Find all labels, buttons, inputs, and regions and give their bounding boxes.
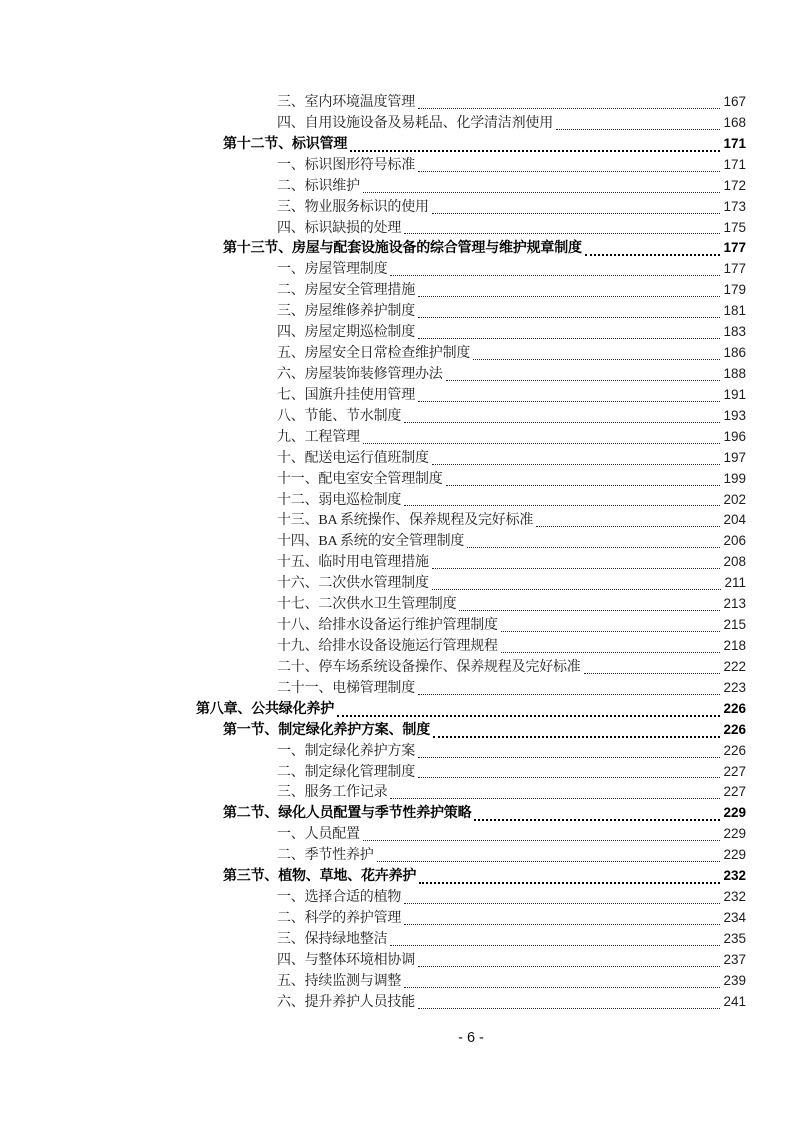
dot-leader [429, 573, 725, 594]
toc-entry-title: 三、保持绿地整洁 [277, 931, 388, 947]
toc-entry-page-number: 171 [723, 135, 746, 151]
toc-entry-page-number: 196 [723, 428, 746, 444]
toc-entry[interactable] [196, 971, 746, 992]
toc-entry[interactable] [196, 594, 746, 615]
toc-entry-page-number: 168 [723, 114, 746, 130]
toc-entry-title: 二、标识维护 [277, 178, 360, 194]
toc-entry[interactable] [196, 197, 746, 218]
dot-leader [401, 908, 723, 929]
toc-entry[interactable] [196, 678, 746, 699]
toc-entry[interactable] [196, 134, 746, 155]
toc-entry-title: 四、标识缺损的处理 [277, 220, 402, 236]
toc-entry-page-number: 235 [723, 930, 746, 946]
toc-entry-page-number: 193 [723, 407, 746, 423]
toc-entry[interactable] [196, 92, 746, 113]
dot-leader [429, 197, 724, 218]
dot-leader [498, 636, 724, 657]
toc-entry-page-number: 202 [723, 491, 746, 507]
toc-entry[interactable] [196, 364, 746, 385]
toc-entry[interactable] [196, 887, 746, 908]
dot-leader [401, 218, 723, 239]
dot-leader [334, 699, 723, 720]
dot-leader [415, 762, 723, 783]
dot-leader [415, 678, 723, 699]
toc-entry-page-number: 181 [723, 303, 746, 319]
toc-entry-title: 十六、二次供水管理制度 [277, 576, 429, 592]
toc-entry-page-number: 177 [723, 261, 746, 277]
toc-entry-title: 十八、给排水设备运行维护管理制度 [277, 618, 498, 634]
toc-entry[interactable] [196, 782, 746, 803]
toc-entry[interactable] [196, 866, 746, 887]
dot-leader [360, 427, 724, 448]
toc-entry-page-number: 211 [724, 575, 746, 591]
toc-entry-title: 十五、临时用电管理措施 [277, 555, 429, 571]
toc-entry-page-number: 172 [723, 177, 746, 193]
dot-leader [581, 657, 724, 678]
toc-entry-title: 三、服务工作记录 [277, 785, 388, 801]
toc-entry-title: 二十一、电梯管理制度 [277, 680, 415, 696]
toc-entry-title: 五、持续监测与调整 [277, 973, 402, 989]
dot-leader [360, 176, 724, 197]
toc-entry[interactable] [196, 531, 746, 552]
dot-leader [387, 929, 723, 950]
toc-entry-page-number: 206 [723, 533, 746, 549]
toc-entry-page-number: 208 [723, 554, 746, 570]
toc-entry-page-number: 167 [723, 94, 746, 109]
dot-leader [415, 741, 723, 762]
toc-entry[interactable] [196, 552, 746, 573]
toc-entry-title: 十九、给排水设备设施运行管理规程 [277, 638, 498, 654]
toc-entry-title: 七、国旗升挂使用管理 [277, 387, 415, 403]
toc-entry-page-number: 227 [723, 784, 746, 800]
toc-entry-page-number: 213 [723, 596, 746, 612]
toc-entry-page-number: 232 [723, 889, 746, 905]
dot-leader [415, 155, 723, 176]
toc-entry[interactable] [196, 657, 746, 678]
page-number-footer: - 6 - [458, 1030, 484, 1046]
toc-entry-title: 四、房屋定期巡检制度 [277, 325, 415, 341]
dot-leader [553, 113, 723, 134]
toc-entry-page-number: 204 [723, 512, 746, 528]
toc-entry[interactable] [196, 510, 746, 531]
toc-entry-page-number: 226 [723, 700, 746, 716]
dot-leader [443, 364, 724, 385]
dot-leader [415, 992, 723, 1013]
toc-entry-page-number: 197 [723, 449, 746, 465]
dot-leader [401, 887, 723, 908]
table-of-contents [196, 92, 746, 1013]
dot-leader [533, 510, 723, 531]
dot-leader [430, 720, 723, 741]
toc-entry-title: 第十二节、标识管理 [223, 136, 348, 152]
toc-entry-title: 六、房屋装饰装修管理办法 [277, 366, 443, 382]
toc-entry[interactable] [196, 427, 746, 448]
toc-entry-title: 一、人员配置 [277, 827, 360, 843]
toc-entry-page-number: 186 [723, 345, 746, 361]
dot-leader [415, 385, 723, 406]
dot-leader [498, 615, 724, 636]
toc-entry[interactable] [196, 824, 746, 845]
toc-entry-title: 八、节能、节水制度 [277, 408, 402, 424]
toc-entry[interactable] [196, 615, 746, 636]
toc-entry[interactable] [196, 259, 746, 280]
toc-entry-page-number: 232 [723, 868, 746, 884]
toc-entry-title: 十四、BA 系统的安全管理制度 [277, 534, 465, 550]
toc-entry-title: 三、物业服务标识的使用 [277, 199, 429, 215]
toc-entry-page-number: 226 [723, 721, 746, 737]
dot-leader [387, 259, 723, 280]
toc-entry[interactable] [196, 280, 746, 301]
toc-entry[interactable] [196, 176, 746, 197]
toc-entry-title: 二、制定绿化管理制度 [277, 764, 415, 780]
toc-entry-page-number: 237 [723, 951, 746, 967]
toc-entry[interactable] [196, 406, 746, 427]
toc-entry-title: 四、自用设施设备及易耗品、化学清洁剂使用 [277, 115, 553, 131]
toc-entry-title: 三、房屋维修养护制度 [277, 304, 415, 320]
toc-entry-page-number: 241 [723, 993, 746, 1009]
toc-entry-title: 二、季节性养护 [277, 848, 374, 864]
dot-leader [456, 594, 723, 615]
toc-entry[interactable] [196, 720, 746, 741]
toc-entry-page-number: 183 [723, 324, 746, 340]
toc-entry-title: 第三节、植物、草地、花卉养护 [223, 869, 417, 885]
toc-entry[interactable] [196, 950, 746, 971]
toc-entry-page-number: 227 [723, 763, 746, 779]
toc-entry[interactable] [196, 385, 746, 406]
dot-leader [401, 490, 723, 511]
toc-entry[interactable] [196, 908, 746, 929]
toc-entry-title: 十三、BA 系统操作、保养规程及完好标准 [277, 513, 534, 529]
toc-entry[interactable] [196, 322, 746, 343]
toc-entry-title: 二、房屋安全管理措施 [277, 283, 415, 299]
toc-entry-title: 第二节、绿化人员配置与季节性养护策略 [223, 806, 472, 822]
toc-entry[interactable] [196, 155, 746, 176]
toc-entry-title: 第一节、制定绿化养护方案、制度 [223, 722, 430, 738]
toc-entry-page-number: 179 [723, 282, 746, 298]
toc-entry[interactable] [196, 992, 746, 1013]
dot-leader [471, 803, 723, 824]
toc-entry-title: 第十三节、房屋与配套设施设备的综合管理与维护规章制度 [223, 241, 582, 257]
toc-entry-page-number: 188 [723, 365, 746, 381]
toc-entry-page-number: 177 [723, 240, 746, 256]
toc-entry-page-number: 171 [723, 156, 746, 172]
dot-leader [429, 552, 724, 573]
toc-entry-title: 十、配送电运行值班制度 [277, 450, 429, 466]
toc-entry[interactable] [196, 238, 746, 259]
toc-entry[interactable] [196, 929, 746, 950]
dot-leader [415, 280, 723, 301]
toc-entry-page-number: 229 [723, 826, 746, 842]
toc-entry-title: 十一、配电室安全管理制度 [277, 471, 443, 487]
toc-entry-page-number: 222 [723, 658, 746, 674]
toc-entry-title: 第八章、公共绿化养护 [196, 701, 334, 717]
toc-entry-title: 二十、停车场系统设备操作、保养规程及完好标准 [277, 659, 581, 675]
dot-leader [387, 782, 723, 803]
toc-entry-title: 六、提升养护人员技能 [277, 994, 415, 1010]
dot-leader [416, 866, 723, 887]
dot-leader [582, 238, 724, 259]
toc-entry[interactable] [196, 301, 746, 322]
dot-leader [429, 448, 724, 469]
toc-entry-title: 一、标识图形符号标准 [277, 157, 415, 173]
dot-leader [415, 301, 723, 322]
dot-leader [347, 134, 723, 155]
dot-leader [360, 824, 724, 845]
toc-entry-page-number: 199 [723, 470, 746, 486]
dot-leader [443, 469, 724, 490]
dot-leader [374, 845, 724, 866]
toc-entry-page-number: 226 [723, 742, 746, 758]
toc-entry[interactable] [196, 699, 746, 720]
toc-entry-title: 十二、弱电巡检制度 [277, 492, 402, 508]
toc-entry[interactable] [196, 448, 746, 469]
toc-entry[interactable] [196, 343, 746, 364]
toc-entry[interactable] [196, 490, 746, 511]
toc-entry-title: 一、制定绿化养护方案 [277, 743, 415, 759]
toc-entry[interactable] [196, 741, 746, 762]
toc-entry[interactable] [196, 218, 746, 239]
dot-leader [464, 531, 723, 552]
toc-entry-page-number: 215 [723, 617, 746, 633]
toc-entry-page-number: 173 [723, 198, 746, 214]
dot-leader [415, 322, 723, 343]
toc-entry-title: 十七、二次供水卫生管理制度 [277, 597, 457, 613]
toc-entry-title: 九、工程管理 [277, 429, 360, 445]
toc-entry-title: 一、选择合适的植物 [277, 890, 402, 906]
toc-entry-title: 二、科学的养护管理 [277, 910, 402, 926]
toc-entry[interactable] [196, 636, 746, 657]
toc-entry[interactable] [196, 803, 746, 824]
dot-leader [415, 950, 723, 971]
toc-entry-title: 五、房屋安全日常检查维护制度 [277, 346, 471, 362]
toc-entry-page-number: 218 [723, 637, 746, 653]
toc-entry[interactable] [196, 573, 746, 594]
toc-entry[interactable] [196, 113, 746, 134]
toc-entry[interactable] [196, 762, 746, 783]
toc-entry-page-number: 229 [723, 847, 746, 863]
toc-entry[interactable] [196, 469, 746, 490]
dot-leader [401, 971, 723, 992]
toc-entry-page-number: 234 [723, 909, 746, 925]
toc-entry-title: 三、室内环境温度管理 [277, 95, 415, 110]
dot-leader [470, 343, 723, 364]
dot-leader [415, 92, 723, 113]
toc-entry-page-number: 175 [723, 219, 746, 235]
toc-entry-page-number: 191 [723, 386, 746, 402]
toc-entry-title: 一、房屋管理制度 [277, 262, 388, 278]
toc-entry-page-number: 223 [723, 679, 746, 695]
dot-leader [401, 406, 723, 427]
toc-entry[interactable] [196, 845, 746, 866]
toc-entry-title: 四、与整体环境相协调 [277, 952, 415, 968]
toc-entry-page-number: 239 [723, 972, 746, 988]
toc-entry-page-number: 229 [723, 805, 746, 821]
